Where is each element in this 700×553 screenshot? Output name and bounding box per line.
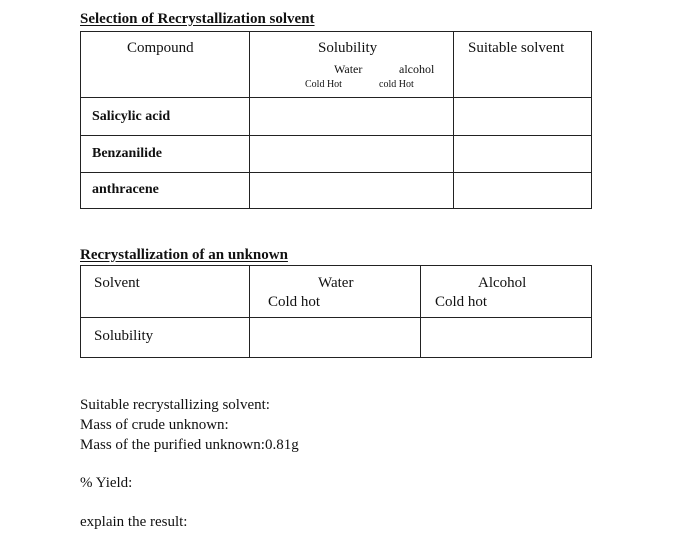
explain-question: explain the result: — [80, 514, 188, 530]
header-suitable-solvent: Suitable solvent — [468, 40, 565, 56]
section2-title: Recrystallization of an unknown — [80, 247, 288, 263]
compound-cell — [81, 136, 250, 173]
suitable-solvent-answer-cell — [454, 98, 592, 136]
suitable-solvent-answer-cell — [454, 136, 592, 173]
solvent-selection-table — [80, 31, 592, 209]
suitable-solvent-question: Suitable recrystallizing solvent: — [80, 397, 270, 413]
solubility-answer-cell — [250, 98, 454, 136]
unknown-recrystallization-table — [80, 265, 592, 358]
header-solubility-cell — [250, 32, 454, 98]
header-water-temps: Cold Hot — [305, 79, 342, 90]
table-row — [81, 98, 592, 136]
solubility-answer-cell — [250, 173, 454, 209]
header-water-cell — [250, 266, 421, 318]
yield-question: % Yield: — [80, 475, 133, 491]
section1-title: Selection of Recrystallization solvent — [80, 11, 315, 27]
solubility-answer-cell — [250, 136, 454, 173]
table-row — [81, 173, 592, 209]
header-compound-cell — [81, 32, 250, 98]
table-row — [81, 318, 592, 358]
header-compound: Compound — [127, 40, 194, 56]
compound-label: Benzanilide — [92, 146, 163, 161]
suitable-solvent-answer-cell — [454, 173, 592, 209]
table-row — [81, 136, 592, 173]
compound-cell — [81, 173, 250, 209]
header-alcohol-temps: cold Hot — [379, 79, 414, 90]
header-water: Water — [318, 275, 354, 291]
compound-cell — [81, 98, 250, 136]
header-alcohol-cell — [421, 266, 592, 318]
header-water: Water — [334, 62, 363, 76]
mass-crude-question: Mass of crude unknown: — [80, 417, 229, 433]
header-alcohol: Alcohol — [478, 275, 527, 291]
compound-label: Salicylic acid — [92, 109, 171, 124]
header-alcohol-temps: Cold hot — [435, 294, 488, 310]
solubility-row-label-cell — [81, 318, 250, 358]
header-solvent-cell — [81, 266, 250, 318]
header-solvent: Solvent — [94, 275, 140, 291]
water-answer-cell — [250, 318, 421, 358]
solubility-row-label: Solubility — [94, 328, 154, 344]
alcohol-answer-cell — [421, 318, 592, 358]
header-solubility: Solubility — [318, 40, 378, 56]
header-suitable-solvent-cell — [454, 32, 592, 98]
compound-label: anthracene — [92, 182, 159, 197]
header-water-temps: Cold hot — [268, 294, 321, 310]
header-alcohol: alcohol — [399, 62, 435, 76]
mass-purified-line: Mass of the purified unknown:0.81g — [80, 437, 299, 453]
